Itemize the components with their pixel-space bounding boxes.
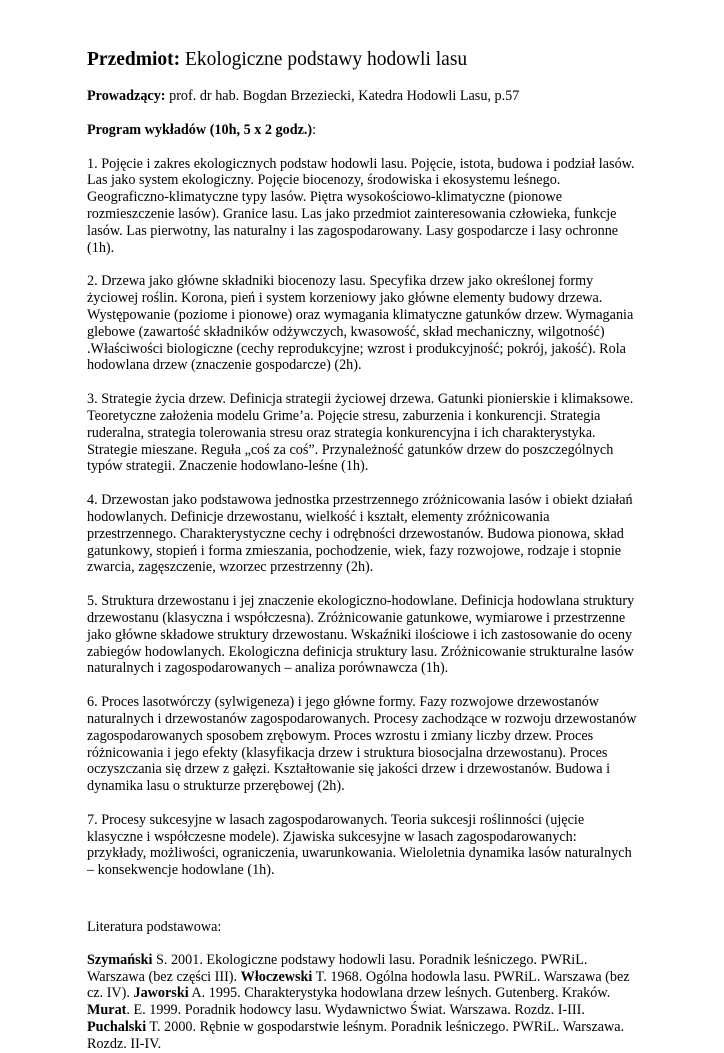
lit-author-1: Szymański xyxy=(87,951,153,968)
lit-text-5: T. 2000. Rębnie w gospodarstwie leśnym. Poradnik leśniczego. PWRiL. Warszawa. Rozdz. II-IV. xyxy=(87,1019,625,1052)
document-page xyxy=(87,48,639,1053)
lit-text-3: A. 1995. Charakterystyka hodowlana drzew leśnych. Gutenberg. Kraków. xyxy=(188,985,611,1002)
lecture-section-3: 3. Strategie życia drzew. Definicja strategii życiowej drzewa. Gatunki pionierskie i klimaksowe. Teoretyczne założenia modelu Grime’a. Pojęcie stresu, zaburzenia i konkurencji. Strategia ruderalna, strategia tolerowania stresu oraz strategia konkurencyjna i ich charakterystyka. Strategie mieszane. Reguła „coś za coś”. Przynależność gatunków drzew do poszczególnych typów strategii. Znaczenie hodowlano-leśne (1h). xyxy=(87,391,634,475)
lecture-section-5: 5. Struktura drzewostanu i jej znaczenie ekologiczno-hodowlane. Definicja hodowlana struktury drzewostanu (klasyczna i współczesna). Zróżnicowanie gatunkowe, wymiarowe i przestrzenne jako główne składowe struktury drzewostanu. Wskaźniki ilościowe i ich zastosowanie do oceny zabiegów hodowlanych. Ekologiczna definicja struktury lasu. Zróżnicowanie strukturalne lasów naturalnych i zagospodarowanych – analiza porównawcza (1h). xyxy=(87,593,635,677)
lecturer-line xyxy=(87,88,639,105)
page-title xyxy=(87,48,639,72)
lit-author-4: Murat xyxy=(87,1002,127,1019)
lit-author-2: Włoczewski xyxy=(240,968,313,985)
lecture-section-6: 6. Proces lasotwórczy (sylwigeneza) i jego główne formy. Fazy rozwojowe drzewostanów naturalnych i drzewostanów zagospodarowanych. Procesy zachodzące w rozwoju drzewostanów zagospodarowanych sposobem zrębowym. Proces wzrostu i zmiany liczby drzew. Proces różnicowania i jego efekty (klasyfikacja drzew i struktura biosocjalna drzewostanu). Proces oczyszczania się drzew z gałęzi. Kształtowanie się jakości drzew i drzewostanów. Budowa i dynamika lasu o strukturze przerębowej (2h). xyxy=(87,694,637,795)
lecture-section-7: 7. Procesy sukcesyjne w lasach zagospodarowanych. Teoria sukcesji roślinności (ujęcie klasyczne i współczesne modele). Zjawiska sukcesyjne w lasach zagospodarowanych: przykłady, możliwości, ograniczenia, uwarunkowania. Wieloletnia dynamika lasów naturalnych – konsekwencje hodowlane (1h). xyxy=(87,811,632,879)
program-heading xyxy=(87,122,639,139)
lit-text-4: . E. 1999. Poradnik hodowcy lasu. Wydawnictwo Świat. Warszawa. Rozdz. I-III. xyxy=(126,1002,585,1019)
title-label: Przedmiot: xyxy=(87,49,181,70)
lecture-section-4: 4. Drzewostan jako podstawowa jednostka przestrzennego zróżnicowania lasów i obiekt działań hodowlanych. Definicje drzewostanu, wielkość i kształt, elementy zróżnicowania przestrzennego. Charakterystyczne cechy i odrębności drzewostanów. Budowa pionowa, skład gatunkowy, stopień i forma zmieszania, pochodzenie, wiek, fazy rozwojowe, rodzaje i stopnie zwarcia, zagęszczenie, wzorzec przestrzenny (2h). xyxy=(87,492,633,576)
literature-list xyxy=(87,952,639,1053)
lecture-section-1: 1. Pojęcie i zakres ekologicznych podstaw hodowli lasu. Pojęcie, istota, budowa i podział lasów. Las jako system ekologiczny. Pojęcie biocenozy, środowiska i ekosystemu leśnego. Geograficzno-klimatyczne typy lasów. Piętra wysokościowo-klimatyczne (pionowe rozmieszczenie lasów). Granice lasu. Las jako przedmiot zainteresowania człowieka, funkcje lasów. Las pierwotny, las naturalny i las zagospodarowany. Lasy gospodarcze i lasy ochronne (1h). xyxy=(87,155,635,256)
lit-author-3: Jaworski xyxy=(133,985,189,1002)
lit-text-2: T. 1968. Ogólna hodowla lasu. PWRiL. Warszawa (bez cz. IV). xyxy=(87,968,630,1002)
lecturer-label: Prowadzący: xyxy=(87,88,166,104)
program-label: Program wykładów (10h, 5 x 2 godz.) xyxy=(87,121,313,138)
literature-heading: Literatura podstawowa: xyxy=(87,919,222,936)
title-text: Ekologiczne podstawy hodowli lasu xyxy=(185,49,468,70)
lit-text-1: S. 2001. Ekologiczne podstawy hodowli lasu. Poradnik leśniczego. PWRiL. Warszawa (bez części III). xyxy=(87,951,588,985)
lecturer-text: prof. dr hab. Bogdan Brzeziecki, Katedra Hodowli Lasu, p.57 xyxy=(169,88,520,104)
lit-author-5: Puchalski xyxy=(87,1019,147,1036)
lecture-section-2: 2. Drzewa jako główne składniki biocenozy lasu. Specyfika drzew jako określonej formy życiowej roślin. Korona, pień i system korzeniowy jako główne elementy budowy drzewa. Występowanie (poziome i pionowe) oraz wymagania klimatyczne gatunków drzew. Wymagania glebowe (zawartość składników odżywczych, kwasowość, skład mechaniczny, wilgotność) .Właściwości biologiczne (cechy reprodukcyjne; wzrost i produkcyjność; pokrój, jakość). Rola hodowlana drzew (znaczenie gospodarcze) (2h). xyxy=(87,273,634,374)
program-suffix: : xyxy=(312,121,317,138)
